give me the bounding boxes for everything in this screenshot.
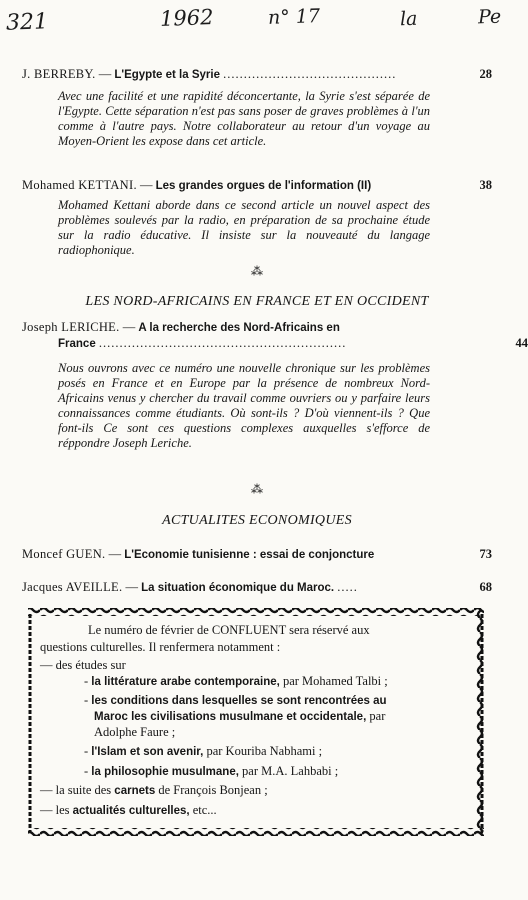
toc-author: Joseph LERICHE. (22, 320, 120, 334)
toc-title: Les grandes orgues de l'information (II) (155, 180, 372, 192)
toc-page-number: 68 (479, 580, 492, 594)
toc-page-number: 73 (479, 547, 492, 561)
notice-item-bold: l'Islam et son avenir, (91, 746, 204, 758)
notice-text: de François Bonjean ; (155, 783, 268, 797)
section-ornament: ⁂ (251, 482, 263, 496)
toc-title: L'Egypte et la Syrie (114, 69, 220, 81)
notice-item-bold: les conditions dans lesquelles se sont rencontrées au (91, 695, 387, 707)
notice-line: — des études sur (40, 658, 126, 672)
notice-item-bold: la littérature arabe contemporaine, (91, 676, 280, 688)
notice-item: - l'Islam et son avenir, par Kouriba Nabhami ; (84, 744, 323, 758)
notice-item: - la philosophie musulmane, par M.A. Lahbabi ; (84, 764, 339, 778)
notice-bold: carnets (114, 785, 156, 797)
toc-author: Jacques AVEILLE. (22, 580, 123, 594)
notice-text: — les (40, 803, 73, 817)
toc-title: A la recherche des Nord-Africains en (138, 322, 340, 334)
toc-entry-berreby: J. BERREBY. — L'Egypte et la Syrie .......................................... 28 (22, 67, 492, 81)
handwritten-year: 1962 (159, 5, 214, 31)
toc-entry-guen: Moncef GUEN. — L'Economie tunisienne : essai de conjoncture 73 (22, 547, 492, 561)
notice-text: — la suite des (40, 783, 115, 797)
toc-author: Mohamed KETTANI. (22, 178, 137, 192)
toc-page-number: 44 (515, 336, 528, 350)
toc-title: L'Economie tunisienne : essai de conjoncture (124, 549, 375, 561)
toc-page-number: 28 (479, 67, 492, 81)
section-ornament: ⁂ (251, 264, 263, 278)
notice-item-cont: Adolphe Faure ; (94, 725, 176, 739)
notice-item-text: par Mohamed Talbi ; (279, 674, 388, 688)
notice-line (40, 802, 217, 820)
notice-item-text: par Kouriba Nabhami ; (203, 744, 323, 758)
handwritten-number: n° 17 (267, 5, 321, 29)
toc-leader-dots: ............................................................ (98, 336, 347, 350)
handwritten-pe: Pe (477, 5, 502, 29)
notice-bold: actualités culturelles, (72, 805, 190, 817)
toc-leader-dots: .......................................... (223, 67, 397, 81)
toc-page-number: 38 (479, 178, 492, 192)
toc-entry-aveille: Jacques AVEILLE. — La situation économique du Maroc. ..... 68 (22, 580, 492, 594)
notice-line: questions culturelles. Il renfermera notamment : (40, 640, 281, 654)
toc-summary-kettani: Mohamed Kettani aborde dans ce second article un nouvel aspect des problèmes soulevés par la radio, en préparation de sa prochaine étude sur la radio éducative. Il insiste sur la nouveauté du langage radiophonique. (58, 198, 430, 257)
toc-author: J. BERREBY. (22, 67, 96, 81)
toc-entry-kettani: Mohamed KETTANI. — Les grandes orgues de l'information (II) 38 (22, 178, 492, 192)
toc-entry-leriche: Joseph LERICHE. — A la recherche des Nord-Africains en (22, 320, 340, 334)
notice-item: - la littérature arabe contemporaine, par Mohamed Talbi ; (84, 674, 388, 688)
handwritten-reference: 321 (5, 9, 49, 36)
toc-author: Moncef GUEN. (22, 547, 106, 561)
toc-leader-dots: ..... (337, 580, 358, 594)
section-heading-nord-africains: LES NORD-AFRICAINS EN FRANCE ET EN OCCIDENT (85, 294, 429, 309)
toc-entry-leriche-cont (58, 336, 528, 352)
toc-title-continued: France (58, 338, 96, 350)
toc-summary-berreby: Avec une facilité et une rapidité déconcertante, la Syrie s'est séparée de l'Egypte. Cette séparation n'est pas sans poser de graves problèmes à l'un comme à l'autre pays. Notre collaborateur au retour d'un voyage au Moyen-Orient les expose dans cet article. (58, 89, 430, 148)
notice-item: - les conditions dans lesquelles se sont rencontrées au (84, 693, 387, 707)
notice-item-bold: Maroc les civilisations musulmane et occidentale, (94, 711, 367, 723)
notice-item-text: par M.A. Lahbabi ; (238, 764, 339, 778)
notice-text: etc... (189, 803, 217, 817)
notice-line: Le numéro de février de CONFLUENT sera réservé aux (88, 623, 370, 637)
toc-summary-leriche: Nous ouvrons avec ce numéro une nouvelle chronique sur les problèmes posés en France et en Europe par la présence de nombreux Nord-Africains venus y chercher du travail comme ouvriers ou y parfaire leurs connaissances comme étudiants. Où sont-ils ? D'où viennent-ils ? Que font-ils Ce sont ces questions complexes auxquelles s'efforce de réppondre Joseph Leriche. (58, 361, 430, 450)
notice-item-text: par (366, 709, 386, 723)
handwritten-la: la (399, 7, 418, 31)
section-heading-actualites: ACTUALITES ECONOMIQUES (162, 513, 352, 528)
notice-item-bold: la philosophie musulmane, (91, 766, 239, 778)
notice-line (40, 782, 268, 800)
toc-title: La situation économique du Maroc. (141, 582, 335, 594)
